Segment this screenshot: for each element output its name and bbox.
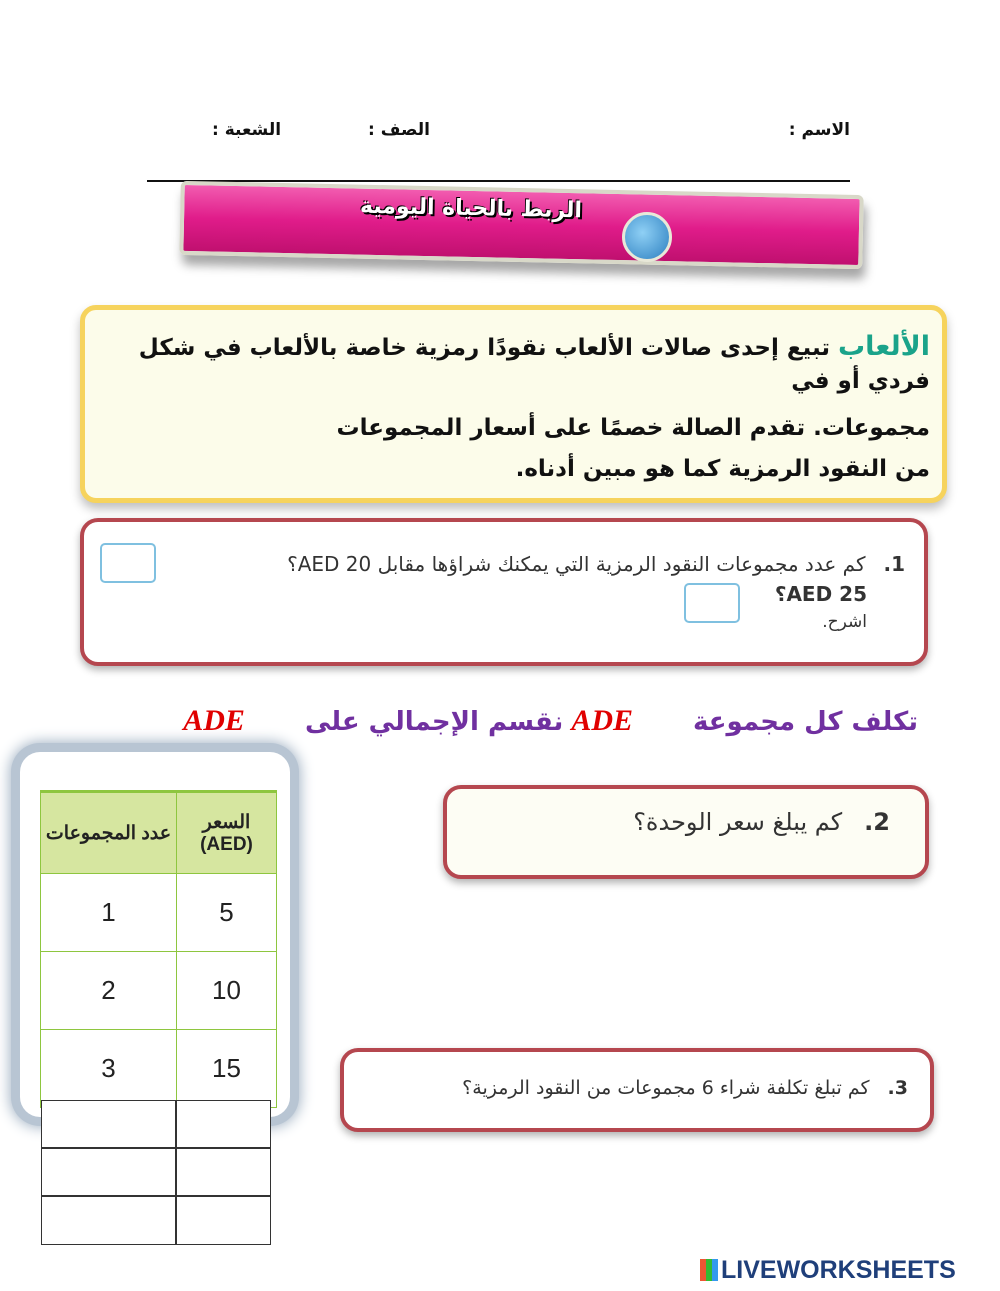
- hint-row: [183, 704, 918, 738]
- question-line: اشرح.: [822, 612, 867, 632]
- logo-icon: [700, 1259, 718, 1281]
- question-line: AED 25؟: [774, 582, 867, 606]
- price-table: [40, 790, 277, 1108]
- hint-unit2: ADE: [183, 704, 245, 737]
- intro-line: مجموعات. تقدم الصالة خصمًا على أسعار المجموعات: [336, 415, 930, 441]
- intro-text: [90, 330, 930, 486]
- name-label: الاسم :: [788, 120, 850, 140]
- question-number: 1.: [883, 552, 905, 576]
- question-number: 3.: [887, 1077, 908, 1099]
- table-row: [41, 1030, 277, 1108]
- question-line: كم يبلغ سعر الوحدة؟: [633, 808, 843, 836]
- intro-line: تبيع إحدى صالات الألعاب نقودًا رمزية خاصة بالألعاب في شكل فردي أو في: [138, 335, 930, 394]
- cell-price: 10: [177, 952, 277, 1030]
- price-input-6[interactable]: [176, 1196, 271, 1245]
- answer-input-25aed[interactable]: [684, 583, 740, 623]
- intro-line: من النقود الرمزية كما هو مبين أدناه.: [515, 456, 930, 482]
- banner-title: الربط بالحياة اليومية: [359, 193, 583, 224]
- class-label: الصف :: [368, 120, 430, 140]
- banner: [179, 181, 863, 269]
- price-input-4[interactable]: [176, 1100, 271, 1148]
- question-3-text: [462, 1077, 908, 1099]
- hint-part1: تكلف كل مجموعة: [693, 707, 918, 737]
- table-row: [41, 874, 277, 952]
- groups-input-6[interactable]: [41, 1196, 176, 1245]
- intro-keyword: الألعاب: [837, 331, 930, 362]
- logo-text: LIVEWORKSHEETS: [721, 1256, 956, 1284]
- groups-input-5[interactable]: [41, 1148, 176, 1196]
- liveworksheets-logo[interactable]: [700, 1256, 956, 1285]
- cell-groups: 1: [41, 874, 177, 952]
- header-price: السعر (AED): [177, 792, 277, 874]
- globe-icon: [622, 212, 672, 262]
- hint-unit1: ADE: [571, 704, 633, 737]
- cell-groups: 3: [41, 1030, 177, 1108]
- question-line: كم عدد مجموعات النقود الرمزية التي يمكنك شراؤها مقابل AED 20؟: [287, 552, 866, 576]
- question-number: 2.: [864, 808, 890, 836]
- hint-part2: نقسم الإجمالي على: [304, 707, 564, 737]
- cell-groups: 2: [41, 952, 177, 1030]
- groups-input-4[interactable]: [41, 1100, 176, 1148]
- price-input-5[interactable]: [176, 1148, 271, 1196]
- question-2-text: [633, 808, 890, 836]
- cell-price: 5: [177, 874, 277, 952]
- answer-input-20aed[interactable]: [100, 543, 156, 583]
- section-label: الشعبة :: [212, 120, 282, 140]
- question-1-text: [225, 552, 905, 632]
- header-groups: عدد المجموعات: [41, 792, 177, 874]
- cell-price: 15: [177, 1030, 277, 1108]
- question-line: كم تبلغ تكلفة شراء 6 مجموعات من النقود الرمزية؟: [462, 1077, 870, 1099]
- table-row: [41, 952, 277, 1030]
